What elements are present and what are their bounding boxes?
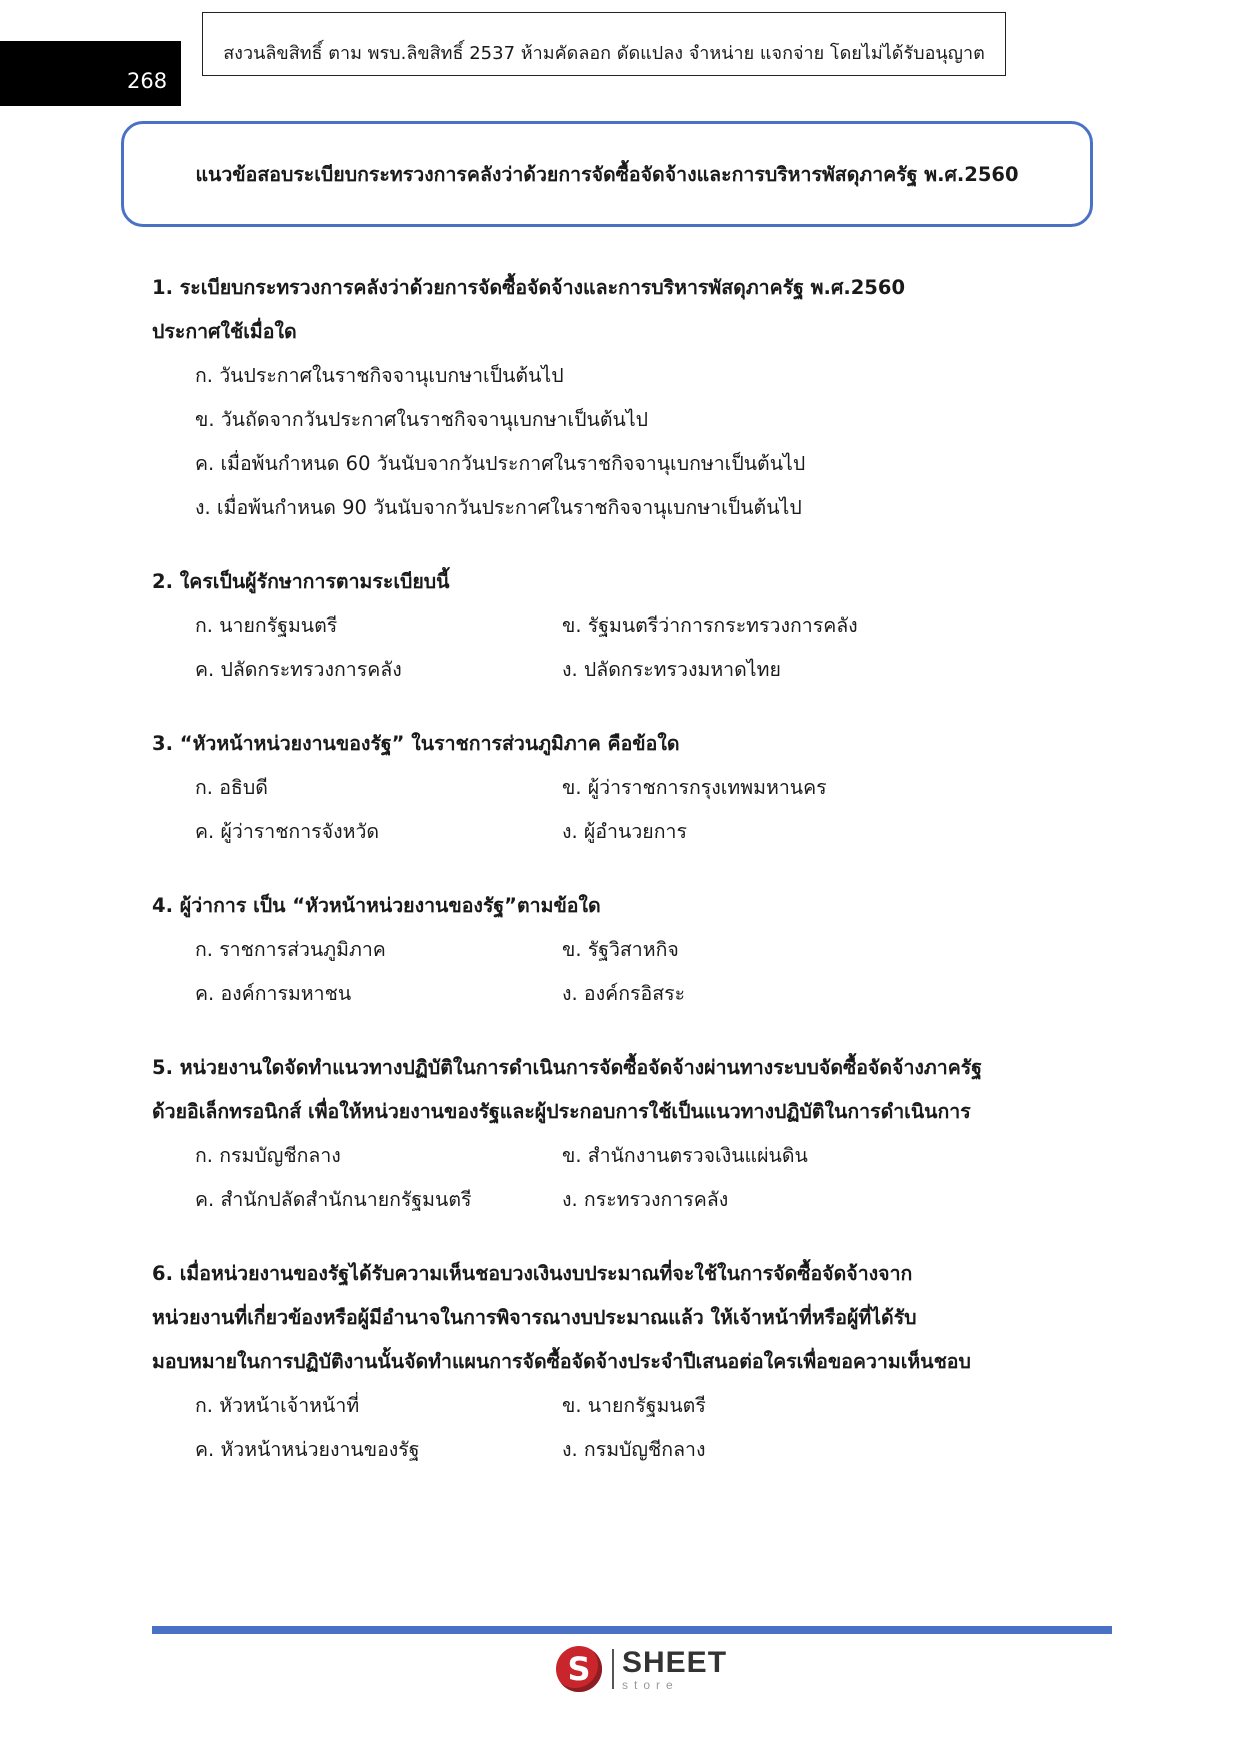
page-number: 268: [127, 69, 168, 93]
option-grid: [152, 1384, 1072, 1472]
option-kho: ข. สำนักงานตรวจเงินแผ่นดิน: [562, 1144, 808, 1167]
option-kho: ข. ผู้ว่าราชการกรุงเทพมหานคร: [562, 776, 827, 799]
question-text: 2. ใครเป็นผู้รักษาการตามระเบียบนี้: [152, 570, 450, 593]
option-ngo: ง. ปลัดกระทรวงมหาดไทย: [562, 658, 781, 681]
option-kho-khwai: ค. สำนักปลัดสำนักนายกรัฐมนตรี: [195, 1188, 472, 1211]
question-6: [152, 1252, 1072, 1472]
option-grid: [152, 604, 1072, 692]
option-kho-khwai: ค. ปลัดกระทรวงการคลัง: [195, 658, 402, 681]
page-number-block: [0, 41, 181, 106]
option-ka: ก. กรมบัญชีกลาง: [195, 1144, 341, 1167]
option-ngo: ง. กระทรวงการคลัง: [562, 1188, 729, 1211]
footer-divider: [152, 1626, 1112, 1634]
option-ka: ก. อธิบดี: [195, 776, 268, 799]
option-kho: ข. รัฐวิสาหกิจ: [562, 938, 679, 961]
sheet-store-logo: [556, 1642, 727, 1696]
logo-wordmark: [622, 1645, 728, 1692]
option-kho-khwai: ค. หัวหน้าหน่วยงานของรัฐ: [195, 1438, 420, 1461]
option-list: [152, 354, 1072, 530]
question-5: [152, 1046, 1072, 1222]
option-grid: [152, 928, 1072, 1016]
option-kho-khwai: ค. เมื่อพ้นกำหนด 60 วันนับจากวันประกาศในราชกิจจานุเบกษาเป็นต้นไป: [195, 452, 806, 475]
question-text: 4. ผู้ว่าการ เป็น “หัวหน้าหน่วยงานของรัฐ”ตามข้อใด: [152, 894, 601, 917]
question-3: [152, 722, 1072, 854]
logo-divider: [612, 1649, 614, 1689]
option-ngo: ง. กรมบัญชีกลาง: [562, 1438, 706, 1461]
question-text: 3. “หัวหน้าหน่วยงานของรัฐ” ในราชการส่วนภูมิภาค คือข้อใด: [152, 732, 680, 755]
question-2: [152, 560, 1072, 692]
option-ka: ก. หัวหน้าเจ้าหน้าที่: [195, 1394, 360, 1417]
copyright-notice: สงวนลิขสิทธิ์ ตาม พรบ.ลิขสิทธิ์ 2537 ห้ามคัดลอก ดัดแปลง จำหน่าย แจกจ่าย โดยไม่ได้รับอนุญาต: [202, 12, 1006, 76]
question-text: 5. หน่วยงานใดจัดทำแนวทางปฏิบัติในการดำเนินการจัดซื้อจัดจ้างผ่านทางระบบจัดซื้อจัดจ้างภาครัฐ ด้วยอิเล็กทรอนิกส์ เพื่อให้หน่วยงานของรัฐและผู้ประกอบการใช้เป็นแนวทางปฏิบัติในการดำเนินการ: [152, 1056, 982, 1123]
option-kho: ข. นายกรัฐมนตรี: [562, 1394, 706, 1417]
logo-sub-text: store: [622, 1677, 679, 1692]
question-text: 1. ระเบียบกระทรวงการคลังว่าด้วยการจัดซื้อจัดจ้างและการบริหารพัสดุภาครัฐ พ.ศ.2560 ประกาศใช้เมื่อใด: [152, 276, 906, 343]
question-list: [152, 266, 1072, 1502]
page-title: แนวข้อสอบระเบียบกระทรวงการคลังว่าด้วยการจัดซื้อจัดจ้างและการบริหารพัสดุภาครัฐ พ.ศ.2560: [121, 121, 1093, 227]
question-1: [152, 266, 1072, 530]
option-kho-khwai: ค. ผู้ว่าราชการจังหวัด: [195, 820, 380, 843]
question-text: 6. เมื่อหน่วยงานของรัฐได้รับความเห็นชอบวงเงินงบประมาณที่จะใช้ในการจัดซื้อจัดจ้างจาก หน่วยงานที่เกี่ยวข้องหรือผู้มีอำนาจในการพิจารณางบประมาณแล้ว ให้เจ้าหน้าที่หรือผู้ที่ได้รับ มอบหมายในการปฏิบัติงานนั้นจัดทำแผนการจัดซื้อจัดจ้างประจำปีเสนอต่อใครเพื่อขอความเห็นชอบ: [152, 1262, 971, 1373]
option-ka: ก. ราชการส่วนภูมิภาค: [195, 938, 386, 961]
option-ka: ก. วันประกาศในราชกิจจานุเบกษาเป็นต้นไป: [195, 364, 564, 387]
option-kho: ข. รัฐมนตรีว่าการกระทรวงการคลัง: [562, 614, 858, 637]
option-ngo: ง. เมื่อพ้นกำหนด 90 วันนับจากวันประกาศในราชกิจจานุเบกษาเป็นต้นไป: [195, 496, 802, 519]
question-4: [152, 884, 1072, 1016]
option-grid: [152, 766, 1072, 854]
option-ngo: ง. ผู้อำนวยการ: [562, 820, 687, 843]
option-kho-khwai: ค. องค์การมหาชน: [195, 982, 352, 1005]
option-ngo: ง. องค์กรอิสระ: [562, 982, 686, 1005]
option-grid: [152, 1134, 1072, 1222]
option-ka: ก. นายกรัฐมนตรี: [195, 614, 338, 637]
logo-main-text: SHEET: [622, 1645, 728, 1679]
logo-s-icon: S: [556, 1646, 602, 1692]
option-kho: ข. วันถัดจากวันประกาศในราชกิจจานุเบกษาเป็นต้นไป: [195, 408, 649, 431]
